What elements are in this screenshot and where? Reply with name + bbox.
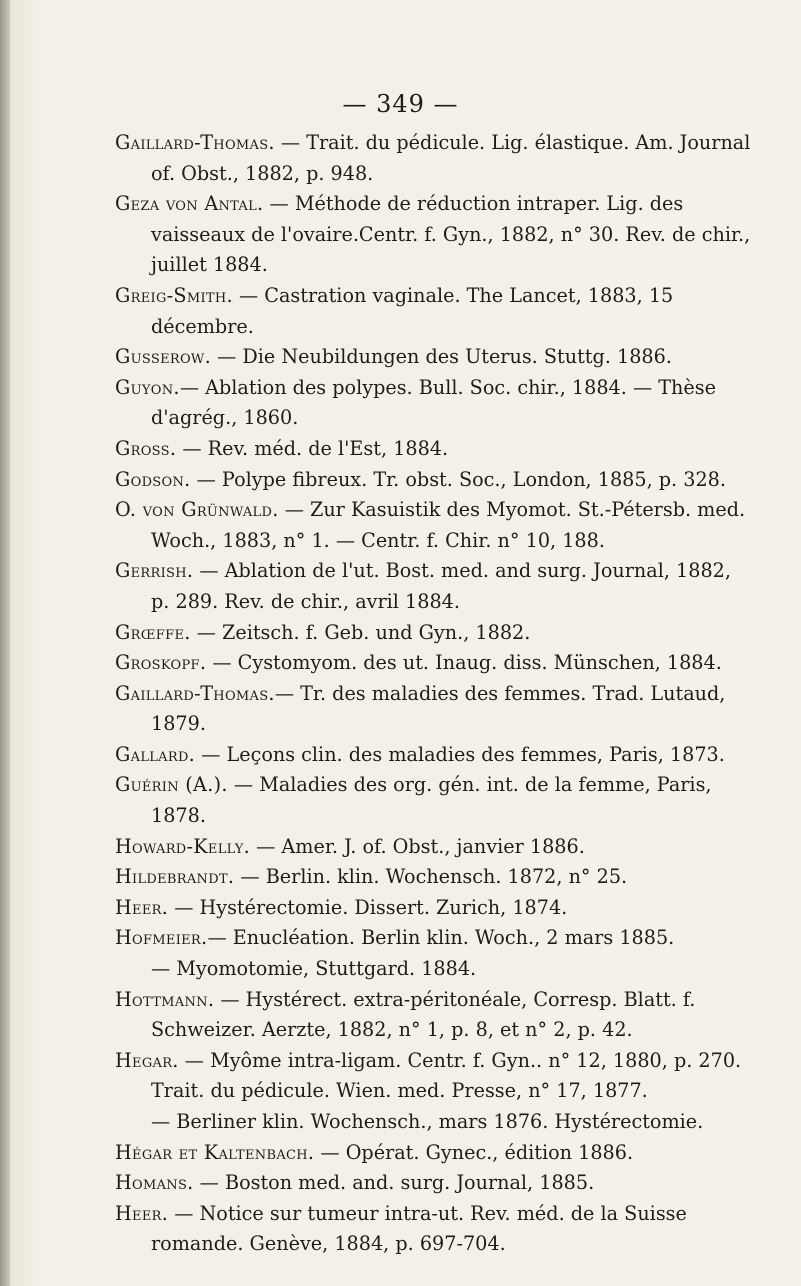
bibliography-entry: [115, 954, 755, 985]
entry-author: Hégar et Kaltenbach.: [115, 1140, 315, 1164]
entry-text: — Castration vaginale. The Lancet, 1883, 15 décembre.: [151, 283, 674, 338]
entry-author: Groskopf.: [115, 651, 207, 675]
bibliography-entry: [115, 923, 755, 954]
entry-text: — Hystérect. extra-péritonéale, Corresp. Blatt. f. Schweizer. Aerzte, 1882, n° 1, p. 8, et n° 2, p. 42.: [151, 987, 696, 1042]
entry-author: Grœffe.: [115, 620, 191, 644]
bibliography-entry: [115, 740, 755, 771]
page-number: — 349 —: [342, 90, 459, 118]
entry-text: — Die Neubildungen des Uterus. Stuttg. 1886.: [210, 345, 672, 369]
bibliography-entry: [115, 985, 755, 1046]
bibliography-entry: [115, 465, 755, 496]
bibliography-entry: [115, 1046, 755, 1107]
entry-text: — Amer. J. of. Obst., janvier 1886.: [250, 834, 585, 858]
entry-text: — Berliner klin. Wochensch., mars 1876. Hystérectomie.: [151, 1110, 704, 1133]
entry-text: — Myomotomie, Stuttgard. 1884.: [151, 957, 477, 981]
bibliography-entry: [115, 862, 755, 893]
entry-author: Homans.: [115, 1171, 194, 1195]
binding-edge: [0, 0, 10, 1286]
bibliography-entry: [115, 495, 755, 556]
entry-author: Howard-Kelly.: [115, 834, 251, 858]
entry-text: — Opérat. Gynec., édition 1886.: [314, 1140, 634, 1164]
bibliography-entry: [115, 1199, 755, 1260]
entry-text: — Maladies des org. gén. int. de la femme, Paris, 1878.: [151, 773, 712, 828]
entry-author: Geza von Antal.: [115, 192, 264, 216]
bibliography-entry: [115, 618, 755, 649]
entry-text: — Berlin. klin. Wochensch. 1872, n° 25.: [234, 865, 628, 889]
entry-author: Gaillard-Thomas.: [115, 681, 275, 705]
entry-text: — Méthode de réduction intraper. Lig. des vaisseaux de l'ovaire.Centr. f. Gyn., 1882, n° 30. Rev. de chir., juillet 1884.: [151, 192, 751, 277]
bibliography-entry: [115, 342, 755, 373]
bibliography-entry: [115, 648, 755, 679]
entry-author: Guyon.: [115, 375, 180, 399]
bibliography-entry: [115, 281, 755, 342]
entry-text: — Myôme intra-ligam. Centr. f. Gyn.. n° 12, 1880, p. 270. Trait. du pédicule. Wien. med. Presse, n° 17, 1877.: [151, 1048, 742, 1103]
entry-text: — Enucléation. Berlin klin. Woch., 2 mars 1885.: [207, 926, 675, 950]
entry-text: — Rev. méd. de l'Est, 1884.: [176, 436, 449, 460]
bibliography-entry: [115, 679, 755, 740]
entry-author: Gross.: [115, 436, 177, 460]
entry-author: Greig-Smith.: [115, 283, 233, 307]
entry-author: Hottmann.: [115, 987, 215, 1011]
entry-author: Godson.: [115, 467, 191, 491]
entry-author: Heer.: [115, 895, 169, 919]
bibliography-entry: [115, 832, 755, 863]
entry-text: — Notice sur tumeur intra-ut. Rev. méd. de la Suisse romande. Genève, 1884, p. 697-704.: [151, 1201, 687, 1256]
entry-author: Hofmeier.: [115, 926, 208, 950]
bibliography-entry: [115, 434, 755, 465]
bibliography-entry: [115, 189, 755, 281]
entry-text: — Ablation des polypes. Bull. Soc. chir., 1884. — Thèse d'agrég., 1860.: [151, 375, 716, 430]
entry-text: — Zur Kasuistik des Myomot. St.-Pétersb. med. Woch., 1883, n° 1. — Centr. f. Chir. n° 10, 188.: [151, 498, 746, 552]
entry-author: Gaillard-Thomas.: [115, 131, 275, 154]
entry-text: — Cystomyom. des ut. Inaug. diss. Münschen, 1884.: [206, 651, 722, 675]
entry-author: O. von Grünwald.: [115, 498, 279, 522]
bibliography-entry: [115, 556, 755, 617]
bibliography-entry: [115, 1168, 755, 1199]
entry-text: — Leçons clin. des maladies des femmes, Paris, 1873.: [195, 742, 725, 766]
entry-text: — Boston med. and. surg. Journal, 1885.: [193, 1171, 595, 1195]
bibliography-entry: [115, 1107, 755, 1138]
entry-author: Gerrish.: [115, 559, 194, 583]
bibliography-list: [115, 128, 755, 1260]
entry-text: — Hystérectomie. Dissert. Zurich, 1874.: [168, 895, 568, 919]
bibliography-entry: [115, 128, 755, 189]
entry-text: — Zeitsch. f. Geb. und Gyn., 1882.: [190, 620, 531, 644]
entry-author: Guérin (A.).: [115, 773, 228, 797]
entry-text: — Ablation de l'ut. Bost. med. and surg. Journal, 1882, p. 289. Rev. de chir., avril 1884.: [151, 559, 731, 613]
entry-author: Hegar.: [115, 1048, 179, 1072]
bibliography-entry: [115, 893, 755, 924]
entry-text: — Trait. du pédicule. Lig. élastique. Am. Journal of. Obst., 1882, p. 948.: [151, 131, 751, 185]
entry-text: — Tr. des maladies des femmes. Trad. Lutaud, 1879.: [151, 681, 726, 736]
entry-text: — Polype fibreux. Tr. obst. Soc., London, 1885, p. 328.: [190, 467, 726, 491]
entry-author: Hildebrandt.: [115, 865, 235, 889]
bibliography-entry: [115, 770, 755, 831]
entry-author: Gusserow.: [115, 345, 211, 369]
bibliography-entry: [115, 373, 755, 434]
entry-author: Gallard.: [115, 742, 196, 766]
bibliography-entry: [115, 1138, 755, 1169]
entry-author: Heer.: [115, 1201, 169, 1225]
